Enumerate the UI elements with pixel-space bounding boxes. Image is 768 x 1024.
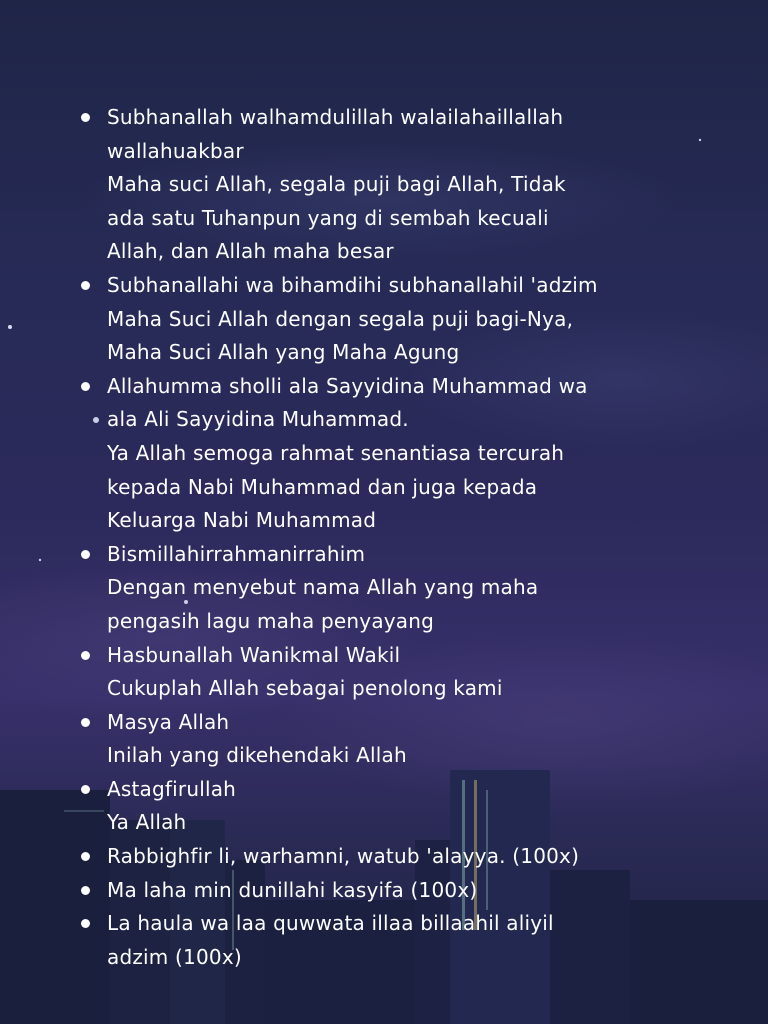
bullet-icon bbox=[81, 919, 90, 928]
star bbox=[39, 559, 41, 561]
list-item bbox=[78, 639, 718, 706]
dzikir-meaning-line: Keluarga Nabi Muhammad bbox=[107, 508, 377, 533]
dzikir-arabic-line: La haula wa laa quwwata illaa billaahil aliyil bbox=[107, 911, 554, 936]
star bbox=[8, 325, 12, 329]
dzikir-arabic-line: Astagfirullah bbox=[107, 776, 237, 801]
dzikir-arabic-line: ala Ali Sayyidina Muhammad. bbox=[107, 407, 409, 432]
dzikir-arabic-line: wallahuakbar bbox=[107, 138, 244, 163]
bullet-icon bbox=[81, 852, 90, 861]
list-item bbox=[78, 874, 718, 908]
dzikir-arabic-line: Subhanallahi wa bihamdihi subhanallahil 'adzim bbox=[107, 272, 598, 297]
dzikir-meaning-line: Allah, dan Allah maha besar bbox=[107, 239, 394, 264]
bullet-icon bbox=[81, 550, 90, 559]
list-item bbox=[78, 773, 718, 840]
dzikir-meaning-line: Cukuplah Allah sebagai penolong kami bbox=[107, 676, 503, 701]
dzikir-meaning-line: Inilah yang dikehendaki Allah bbox=[107, 743, 407, 768]
dzikir-arabic-line: adzim (100x) bbox=[107, 944, 242, 969]
dzikir-arabic-line: Hasbunallah Wanikmal Wakil bbox=[107, 642, 401, 667]
list-item bbox=[78, 840, 718, 874]
bullet-icon bbox=[81, 785, 90, 794]
list-item bbox=[78, 706, 718, 773]
dzikir-meaning-line: Ya Allah semoga rahmat senantiasa tercurah bbox=[107, 440, 565, 465]
dzikir-meaning-line: pengasih lagu maha penyayang bbox=[107, 608, 435, 633]
bullet-icon bbox=[81, 281, 90, 290]
bullet-icon bbox=[81, 718, 90, 727]
dzikir-meaning-line: Maha suci Allah, segala puji bagi Allah, Tidak bbox=[107, 172, 566, 197]
bullet-icon bbox=[81, 113, 90, 122]
list-item bbox=[78, 538, 718, 639]
bullet-icon bbox=[81, 886, 90, 895]
dzikir-content bbox=[78, 101, 718, 974]
dzikir-meaning-line: Maha Suci Allah yang Maha Agung bbox=[107, 340, 460, 365]
dzikir-meaning-line: kepada Nabi Muhammad dan juga kepada bbox=[107, 474, 538, 499]
bullet-icon bbox=[81, 382, 90, 391]
dzikir-arabic-line: Rabbighfir li, warhamni, watub 'alayya. (100x) bbox=[107, 844, 580, 869]
bullet-icon bbox=[81, 651, 90, 660]
dzikir-arabic-line: Bismillahirrahmanirrahim bbox=[107, 541, 366, 566]
list-item bbox=[78, 370, 718, 538]
list-item bbox=[78, 907, 718, 974]
list-item bbox=[78, 101, 718, 269]
dzikir-arabic-line: Masya Allah bbox=[107, 709, 230, 734]
dzikir-meaning-line: ada satu Tuhanpun yang di sembah kecuali bbox=[107, 205, 549, 230]
dzikir-arabic-line: Subhanallah walhamdulillah walailahaillallah bbox=[107, 105, 564, 129]
dzikir-arabic-line: Allahumma sholli ala Sayyidina Muhammad wa bbox=[107, 373, 588, 398]
dzikir-arabic-line: Ma laha min dunillahi kasyifa (100x) bbox=[107, 877, 478, 902]
dzikir-meaning-line: Ya Allah bbox=[107, 810, 187, 835]
dzikir-meaning-line: Dengan menyebut nama Allah yang maha bbox=[107, 575, 539, 600]
list-item bbox=[78, 269, 718, 370]
dzikir-meaning-line: Maha Suci Allah dengan segala puji bagi-Nya, bbox=[107, 306, 574, 331]
dzikir-list bbox=[78, 101, 718, 974]
